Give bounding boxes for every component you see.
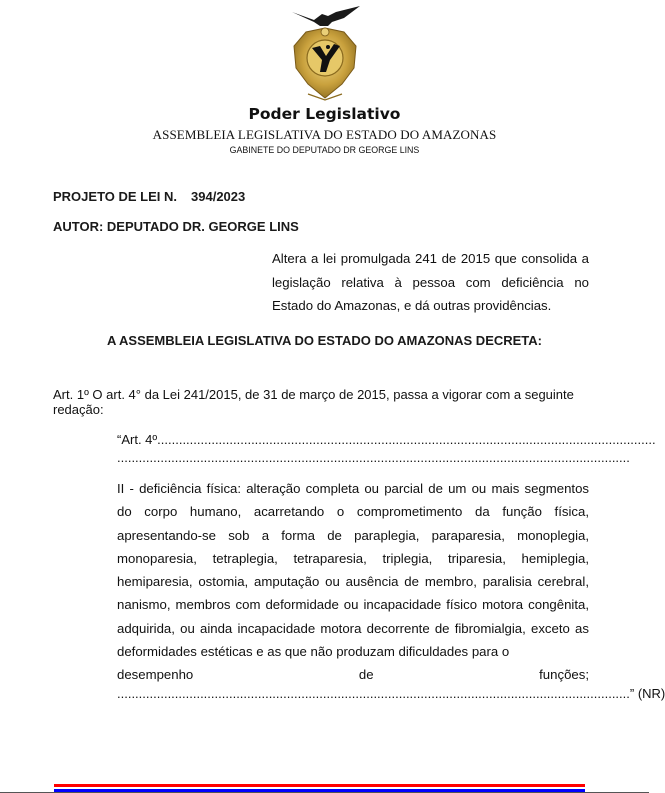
inciso-ii-text: II - deficiência física: alteração completa ou parcial de um ou mais segmentos do corpo humano, acarretando o comprometimento da função física, apresentando-se sob a forma de paraplegia, paraparesia, monoplegia, monoparesia, tetraplegia, tetraparesia, triplegia, triparesia, hemiplegia, hemiparesia, ostomia, amputação ou ausência de membro, paralisia cerebral, nanismo, membros com deformidade ou incapacidade físico motora congênita, adquirida, ou ainda incapacidade motora decorrente de fibromialgia, exceto as deformidades estéticas e as que não produzam dificuldades para o bbox=[117, 481, 589, 660]
footer-red-rule bbox=[54, 784, 585, 787]
bill-author: AUTOR: DEPUTADO DR. GEORGE LINS bbox=[53, 219, 299, 234]
quoted-closing-line bbox=[117, 686, 665, 701]
bill-label: PROJETO DE LEI N. bbox=[53, 189, 178, 204]
inciso-ii-last-line: desempenho de funções; bbox=[117, 667, 589, 683]
inciso-ii-paragraph bbox=[117, 477, 589, 687]
dot-leader: .......................................................................................................................................... bbox=[157, 432, 656, 447]
bill-ementa: Altera a lei promulgada 241 de 2015 que consolida a legislação relativa à pessoa com deficiência no Estado do Amazonas, e dá outras providências. bbox=[272, 251, 589, 313]
bill-number: 394/2023 bbox=[191, 189, 246, 204]
dot-leader-line: .............................................................................................................................................. bbox=[117, 450, 630, 465]
decree-heading: A ASSEMBLEIA LEGISLATIVA DO ESTADO DO AMAZONAS DECRETA: bbox=[106, 333, 543, 348]
quoted-article-heading: “Art. 4º bbox=[117, 432, 158, 447]
quoted-article-heading-line bbox=[117, 432, 656, 447]
header-assembly-name: ASSEMBLEIA LEGISLATIVA DO ESTADO DO AMAZONAS bbox=[152, 127, 497, 142]
dot-leader: .............................................................................................................................................. bbox=[117, 686, 630, 701]
closing-nr-marker: ” (NR) bbox=[629, 686, 665, 701]
article-1: Art. 1º O art. 4° da Lei 241/2015, de 31 de março de 2015, passa a vigorar com a seguinte redação: bbox=[53, 387, 574, 417]
header-cabinet-name: GABINETE DO DEPUTADO DR GEORGE LINS bbox=[229, 145, 420, 156]
eagle-icon bbox=[292, 6, 360, 26]
bill-number-line bbox=[53, 189, 245, 204]
amazonas-coat-of-arms-seal bbox=[284, 2, 366, 102]
header-power-title: Poder Legislativo bbox=[248, 105, 401, 123]
